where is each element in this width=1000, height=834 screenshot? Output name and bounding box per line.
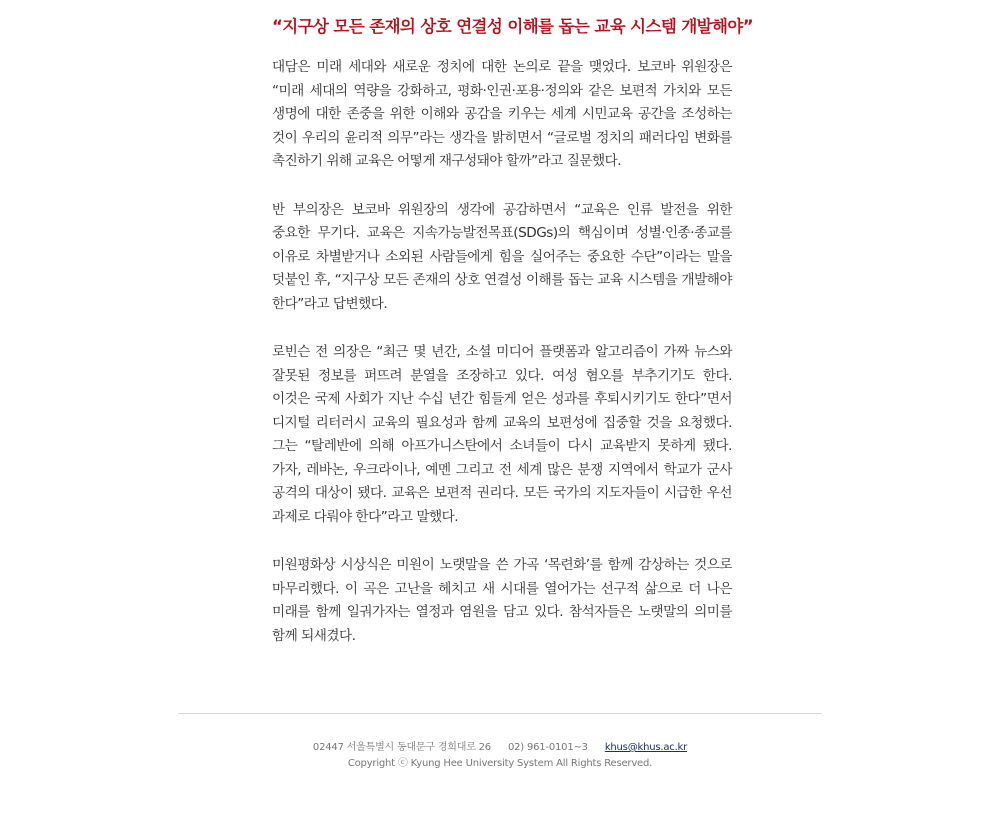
article-body (272, 12, 753, 673)
article-paragraph: 반 부의장은 보코바 위원장의 생각에 공감하면서 “교육은 인류 발전을 위한 중요한 무기다. 교육은 지속가능발전목표(SDGs)의 핵심이며 성별·인종·종교를 이유로 차별받거나 소외된 사람들에게 힘을 실어주는 중요한 수단”이라는 말을 덧붙인 후, “지구상 모든 존재의 상호 연결성 이해를 돕는 교육 시스템을 개발해야 한다”라고 답변했다. (272, 201, 732, 312)
page-footer (178, 713, 822, 771)
article-paragraph: 미원평화상 시상식은 미원이 노랫말을 쓴 가곡 ‘목련화’를 함께 감상하는 것으로 마무리했다. 이 곡은 고난을 헤치고 새 시대를 열어가는 선구적 삶으로 더 나은 미래를 함께 일궈가자는 열정과 염원을 담고 있다. 참석자들은 노랫말의 의미를 함께 되새겼다. (272, 557, 732, 644)
article-paragraph: 대담은 미래 세대와 새로운 정치에 대한 논의로 끝을 맺었다. 보코바 위원장은 “미래 세대의 역량을 강화하고, 평화·인권·포용·정의와 같은 보편적 가치와 모든 생명에 대한 존중을 위한 이해와 공감을 키우는 세계 시민교육 공간을 조성하는 것이 우리의 윤리적 의무”라는 생각을 밝히면서 “글로벌 정치의 패러다임 변화를 촉진하기 위해 교육은 어떻게 재구성돼야 할까”라고 질문했다. (272, 59, 732, 169)
footer-copyright: Copyright ⓒ Kyung Hee University System All Rights Reserved. (347, 758, 653, 769)
footer-address: 02447 서울특별시 동대문구 경희대로 26 (312, 742, 491, 753)
footer-phone: 02) 961-0101~3 (507, 742, 588, 753)
article-subheading: “지구상 모든 존재의 상호 연결성 이해를 돕는 교육 시스템 개발해야” (272, 17, 753, 36)
article-paragraph: 로빈슨 전 의장은 “최근 몇 년간, 소셜 미디어 플랫폼과 알고리즘이 가짜 뉴스와 잘못된 정보를 퍼뜨려 분열을 조장하고 있다. 여성 혐오를 부추기기도 한다. 이것은 국제 사회가 지난 수십 년간 힘들게 얻은 성과를 후퇴시키기도 한다”면서 디지털 리터러시 교육의 필요성과 함께 교육의 보편성에 집중할 것을 요청했다. 그는 “탈레반에 의해 아프가니스탄에서 소녀들이 다시 교육받지 못하게 됐다. 가자, 레바논, 우크라이나, 예멘 그리고 전 세계 많은 분쟁 지역에서 학교가 군사 공격의 대상이 됐다. 교육은 보편적 권리다. 모든 국가의 지도자들이 시급한 우선 과제로 다뤄야 한다”라고 말했다. (272, 344, 732, 525)
footer-contact (178, 741, 822, 755)
footer-email-link[interactable]: khus@khus.ac.kr (604, 742, 688, 753)
